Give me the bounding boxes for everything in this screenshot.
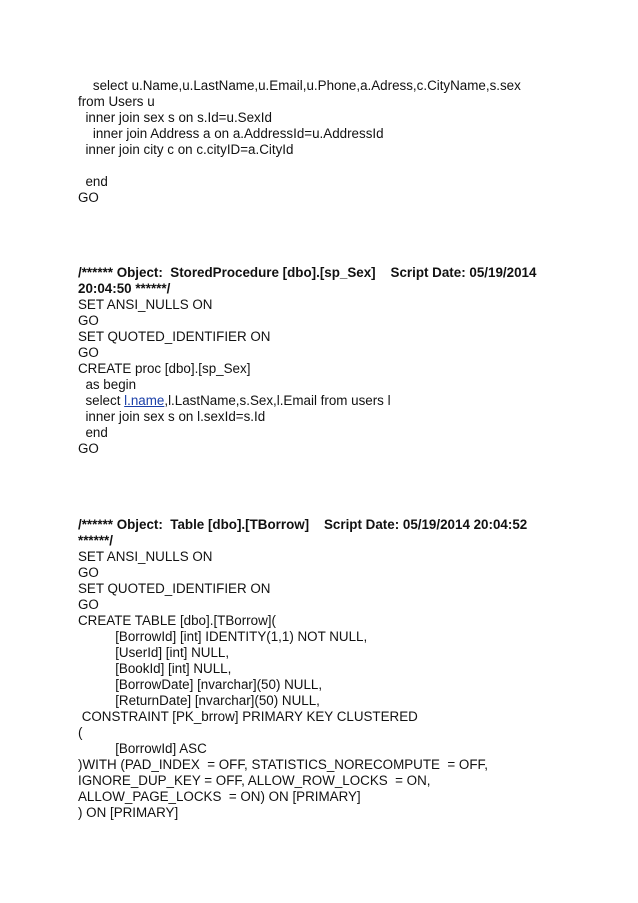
code-line [78,393,391,409]
code-line: GO [78,345,99,360]
code-line: )WITH (PAD_INDEX = OFF, STATISTICS_NORECOMPUTE = OFF, [78,757,488,772]
select-prefix: select [78,393,125,408]
hyperlink[interactable]: l.name [124,393,165,408]
code-line: end [78,425,108,440]
code-line: inner join sex s on l.sexId=s.Id [78,409,266,424]
code-line: SET QUOTED_IDENTIFIER ON [78,329,271,344]
code-line: [BorrowDate] [nvarchar](50) NULL, [78,677,323,692]
code-line: [BorrowId] [int] IDENTITY(1,1) NOT NULL, [78,629,368,644]
code-line: end [78,174,108,189]
section-header: /****** Object: StoredProcedure [dbo].[sp_Sex] Script Date: 05/19/2014 [78,265,537,280]
code-line: GO [78,313,99,328]
section-header: 20:04:50 ******/ [78,281,171,296]
code-line: [ReturnDate] [nvarchar](50) NULL, [78,693,320,708]
code-line: IGNORE_DUP_KEY = OFF, ALLOW_ROW_LOCKS = ON, [78,773,431,788]
code-line: [UserId] [int] NULL, [78,645,230,660]
code-line: SET ANSI_NULLS ON [78,549,213,564]
code-line: SET ANSI_NULLS ON [78,297,213,312]
code-line: SET QUOTED_IDENTIFIER ON [78,581,271,596]
code-line: [BookId] [int] NULL, [78,661,232,676]
code-line: GO [78,597,99,612]
code-line: [BorrowId] ASC [78,741,207,756]
code-line: CREATE proc [dbo].[sp_Sex] [78,361,251,376]
code-line: inner join sex s on s.Id=u.SexId [78,110,272,125]
section-header: ******/ [78,533,113,548]
code-line: CONSTRAINT [PK_brrow] PRIMARY KEY CLUSTERED [78,709,418,724]
code-line: GO [78,565,99,580]
code-line: CREATE TABLE [dbo].[TBorrow]( [78,613,276,628]
code-line: ( [78,725,83,740]
code-line: from Users u [78,94,155,109]
code-line: inner join Address a on a.AddressId=u.AddressId [78,126,384,141]
code-line: inner join city c on c.cityID=a.CityId [78,142,294,157]
select-suffix: ,l.LastName,s.Sex,l.Email from users l [164,393,391,408]
code-line: as begin [78,377,137,392]
section-header: /****** Object: Table [dbo].[TBorrow] Script Date: 05/19/2014 20:04:52 [78,517,528,532]
code-line: ) ON [PRIMARY] [78,805,179,820]
code-line: select u.Name,u.LastName,u.Email,u.Phone,a.Adress,c.CityName,s.sex [78,78,521,93]
code-line: ALLOW_PAGE_LOCKS = ON) ON [PRIMARY] [78,789,361,804]
code-line: GO [78,190,99,205]
code-line: GO [78,441,99,456]
